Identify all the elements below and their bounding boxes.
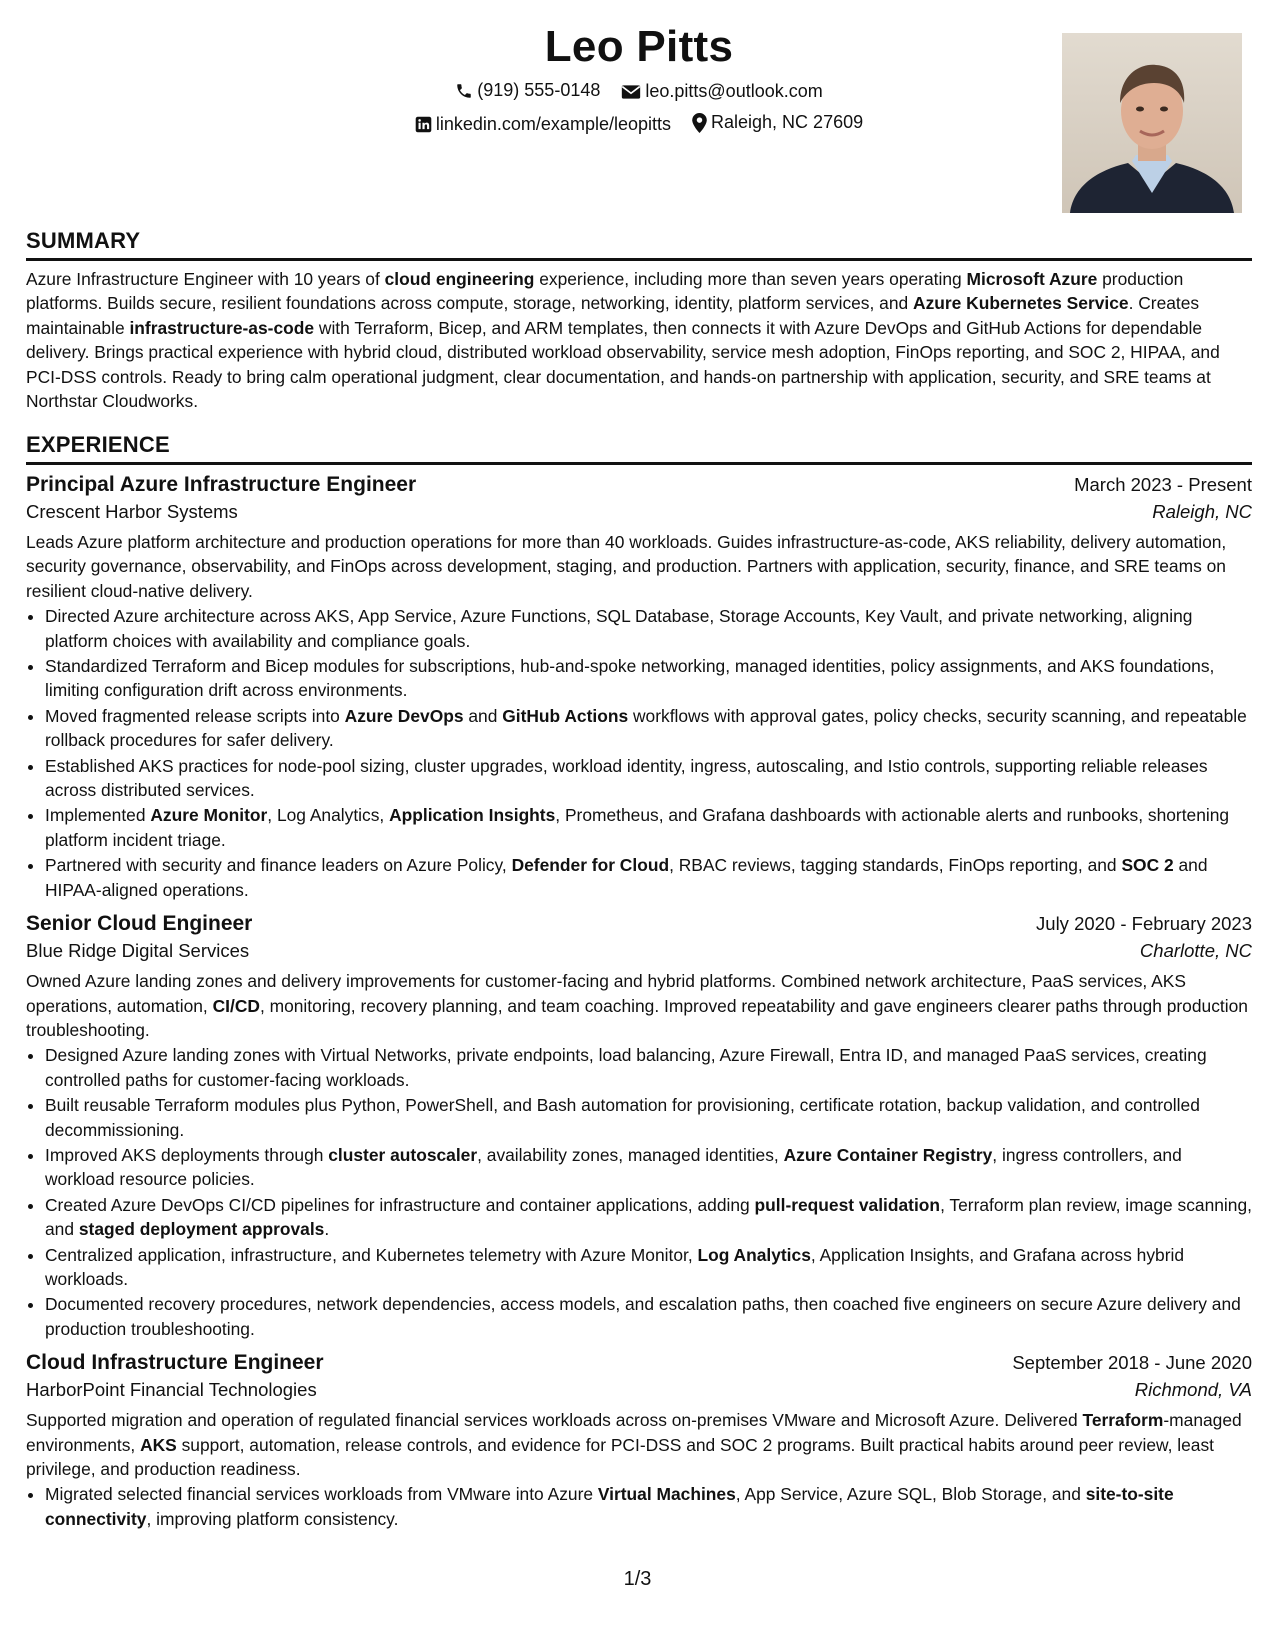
keyword-bold: cluster autoscaler — [328, 1144, 478, 1165]
job-company-row — [26, 940, 1252, 962]
summary-text: . Creates maintainable — [26, 293, 1200, 338]
job-entry — [26, 473, 1252, 902]
job-location: Raleigh, NC — [1152, 501, 1252, 522]
keyword-bold: SOC 2 — [1121, 855, 1174, 876]
text-segment: Created Azure DevOps CI/CD pipelines for infrastructure and container applications, adding — [45, 1194, 755, 1215]
keyword-bold: Defender for Cloud — [511, 855, 670, 876]
achievement-item — [45, 704, 1252, 753]
phone-contact — [455, 80, 600, 101]
text-segment: , Log Analytics, — [267, 805, 390, 826]
text-segment: Implemented — [45, 805, 151, 826]
job-header-row — [26, 473, 1252, 497]
job-title: Principal Azure Infrastructure Engineer — [26, 473, 417, 496]
summary-keyword: Microsoft Azure — [966, 269, 1098, 289]
job-summary — [26, 969, 1252, 1042]
keyword-bold: Azure DevOps — [344, 705, 464, 726]
text-segment: Established AKS practices for node-pool sizing, cluster upgrades, workload identity, ingress, autoscaling, and Istio controls, supporting reliable releases across distributed services. — [45, 755, 1208, 801]
achievement-item — [45, 803, 1252, 852]
text-segment: , Prometheus, and Grafana dashboards with actionable alerts and runbooks, shortening platform incident triage. — [45, 805, 1230, 850]
achievement-item — [45, 1043, 1252, 1092]
summary-keyword: cloud engineering — [384, 269, 535, 289]
job-list — [26, 473, 1252, 1531]
text-segment: Documented recovery procedures, network dependencies, access models, and escalation paths, then coached five engineers on secure Azure delivery and production troubleshooting. — [45, 1294, 1241, 1339]
summary-keyword: infrastructure-as-code — [129, 317, 315, 338]
summary-text: production platforms. Builds secure, resilient foundations across compute, storage, networking, identity, platform services, and — [26, 269, 1184, 314]
achievement-item — [45, 604, 1252, 653]
text-segment: Centralized application, infrastructure, and Kubernetes telemetry with Azure Monitor, — [45, 1244, 698, 1265]
text-segment: , monitoring, recovery planning, and team coaching. Improved repeatability and gave engineers clearer paths through production troubleshooting. — [26, 995, 1248, 1040]
summary-text: experience, including more than seven years operating — [534, 269, 967, 289]
text-segment: and — [463, 705, 503, 726]
text-segment: and HIPAA-aligned operations. — [45, 855, 1208, 900]
keyword-bold: Log Analytics — [697, 1244, 811, 1265]
job-summary — [26, 1408, 1252, 1481]
job-title: Senior Cloud Engineer — [26, 912, 253, 936]
candidate-name: Leo Pitts — [544, 22, 734, 71]
achievement-item — [45, 1093, 1252, 1142]
text-segment: Directed Azure architecture across AKS, App Service, Azure Functions, SQL Database, Storage Accounts, Key Vault, and private networking, aligning platform choices with availability and compliance goals. — [45, 606, 1193, 651]
company-name: Blue Ridge Digital Services — [26, 940, 250, 962]
text-segment: . — [324, 1219, 330, 1240]
text-segment: Owned Azure landing zones and delivery improvements for customer-facing and hybrid platforms. Combined network architecture, PaaS services, AKS operations, automation, — [26, 971, 1186, 1016]
achievement-item — [45, 1292, 1252, 1341]
resume-header — [26, 0, 1252, 210]
summary-text: Azure Infrastructure Engineer with 10 years of — [26, 269, 385, 289]
text-segment: , App Service, Azure SQL, Blob Storage, and — [735, 1484, 1086, 1505]
location-contact — [692, 112, 863, 133]
achievement-list — [26, 1482, 1252, 1531]
text-segment: Moved fragmented release scripts into — [45, 705, 345, 726]
job-title: Cloud Infrastructure Engineer — [26, 1351, 324, 1375]
text-segment: Built reusable Terraform modules plus Python, PowerShell, and Bash automation for provisioning, certificate rotation, backup validation, and controlled decommissioning. — [45, 1095, 1200, 1140]
keyword-bold: Application Insights — [389, 805, 556, 826]
portrait-image — [1062, 33, 1242, 213]
text-segment: workflows with approval gates, policy checks, security scanning, and repeatable rollback procedures for safer delivery. — [45, 705, 1247, 751]
experience-section — [26, 432, 1252, 1531]
achievement-item — [45, 853, 1252, 902]
email-text[interactable]: leo.pitts@outlook.com — [645, 81, 823, 101]
email-contact[interactable] — [621, 81, 822, 102]
job-company-row — [26, 1379, 1252, 1401]
experience-heading: EXPERIENCE — [26, 432, 1252, 465]
achievement-item — [45, 1193, 1252, 1242]
text-segment: , improving platform consistency. — [146, 1508, 399, 1529]
page-indicator: 1/3 — [623, 1568, 652, 1590]
summary-section — [26, 228, 1252, 413]
summary-paragraph — [26, 267, 1252, 413]
job-dates: July 2020 - February 2023 — [1036, 913, 1252, 935]
job-location: Richmond, VA — [1134, 1379, 1252, 1401]
keyword-bold: Terraform — [1082, 1410, 1164, 1431]
envelope-icon — [621, 84, 641, 100]
keyword-bold: AKS — [140, 1434, 177, 1455]
achievement-item — [45, 1243, 1252, 1292]
keyword-bold: pull-request validation — [754, 1194, 941, 1215]
text-segment: Supported migration and operation of regulated financial services workloads across on-premises VMware and Microsoft Azure. Delivered — [26, 1410, 1083, 1431]
phone-text: (919) 555-0148 — [477, 80, 601, 100]
job-header-row — [26, 1351, 1252, 1375]
achievement-item — [45, 654, 1252, 703]
phone-icon — [455, 82, 473, 100]
job-location: Charlotte, NC — [1139, 940, 1252, 962]
job-header-row — [26, 912, 1252, 936]
keyword-bold: Azure Container Registry — [783, 1144, 993, 1165]
linkedin-text[interactable]: linkedin.com/example/leopitts — [435, 113, 671, 134]
keyword-bold: Virtual Machines — [597, 1484, 736, 1505]
job-dates: September 2018 - June 2020 — [1012, 1352, 1252, 1374]
summary-keyword: Azure Kubernetes Service — [913, 293, 1129, 314]
achievement-item — [45, 1482, 1252, 1531]
keyword-bold: CI/CD — [212, 995, 260, 1016]
text-segment: , Terraform plan review, image scanning, and — [45, 1194, 1252, 1240]
job-entry — [26, 1351, 1252, 1531]
keyword-bold: GitHub Actions — [502, 705, 629, 726]
job-dates: March 2023 - Present — [1074, 474, 1252, 495]
keyword-bold: Azure Monitor — [150, 805, 268, 826]
achievement-list — [26, 1043, 1252, 1341]
company-name: HarborPoint Financial Technologies — [26, 1379, 317, 1401]
text-segment: Standardized Terraform and Bicep modules for subscriptions, hub-and-spoke networking, managed identities, policy assignments, and AKS foundations, limiting configuration drift across environments. — [45, 656, 1215, 701]
text-segment: -managed environments, — [26, 1410, 1242, 1455]
text-segment: Leads Azure platform architecture and production operations for more than 40 workloads. Guides infrastructure-as-code, AKS reliability, delivery automation, security governance, observability, and FinOps across development, staging, and production. Partners with application, security, finance, and SRE teams on resilient cloud-native delivery. — [26, 532, 1227, 601]
map-pin-icon — [692, 113, 707, 133]
achievement-item — [45, 1143, 1252, 1192]
job-company-row — [26, 501, 1252, 523]
location-text: Raleigh, NC 27609 — [711, 112, 864, 132]
achievement-list — [26, 604, 1252, 902]
text-segment: , RBAC reviews, tagging standards, FinOps reporting, and — [669, 855, 1122, 876]
summary-heading: SUMMARY — [26, 228, 1252, 261]
text-segment: , ingress controllers, and workload resource policies. — [45, 1144, 1182, 1190]
job-entry — [26, 912, 1252, 1341]
keyword-bold: staged deployment approvals — [78, 1219, 325, 1240]
summary-text: with Terraform, Bicep, and ARM templates, then connects it with Azure DevOps and GitHub Actions for dependable delivery. Brings practical experience with hybrid cloud, distributed workload observability, service mesh adoption, FinOps reporting, and SOC 2, HIPAA, and PCI-DSS controls. Ready to bring calm operational judgment, clear documentation, and hands-on partnership with application, security, and SRE teams at Northstar Cloudworks. — [26, 317, 1220, 412]
text-segment: Migrated selected financial services workloads from VMware into Azure — [45, 1484, 598, 1505]
company-name: Crescent Harbor Systems — [26, 501, 238, 522]
text-segment: Improved AKS deployments through — [45, 1144, 329, 1165]
text-segment: Designed Azure landing zones with Virtual Networks, private endpoints, load balancing, Azure Firewall, Entra ID, and managed PaaS services, creating controlled paths for customer-facing workloads. — [45, 1045, 1207, 1090]
resume-page — [26, 0, 1252, 1650]
text-segment: Partnered with security and finance leaders on Azure Policy, — [45, 855, 512, 876]
achievement-item — [45, 754, 1252, 803]
text-segment: , availability zones, managed identities, — [477, 1144, 784, 1165]
profile-photo — [1062, 33, 1242, 213]
linkedin-contact[interactable] — [415, 114, 671, 135]
linkedin-icon — [415, 116, 432, 133]
text-segment: support, automation, release controls, and evidence for PCI-DSS and SOC 2 programs. Built practical habits around peer review, least privilege, and production readiness. — [26, 1434, 1214, 1479]
text-segment: , Application Insights, and Grafana across hybrid workloads. — [45, 1244, 1185, 1289]
keyword-bold: site-to-site connectivity — [45, 1484, 1174, 1529]
job-summary — [26, 530, 1252, 603]
